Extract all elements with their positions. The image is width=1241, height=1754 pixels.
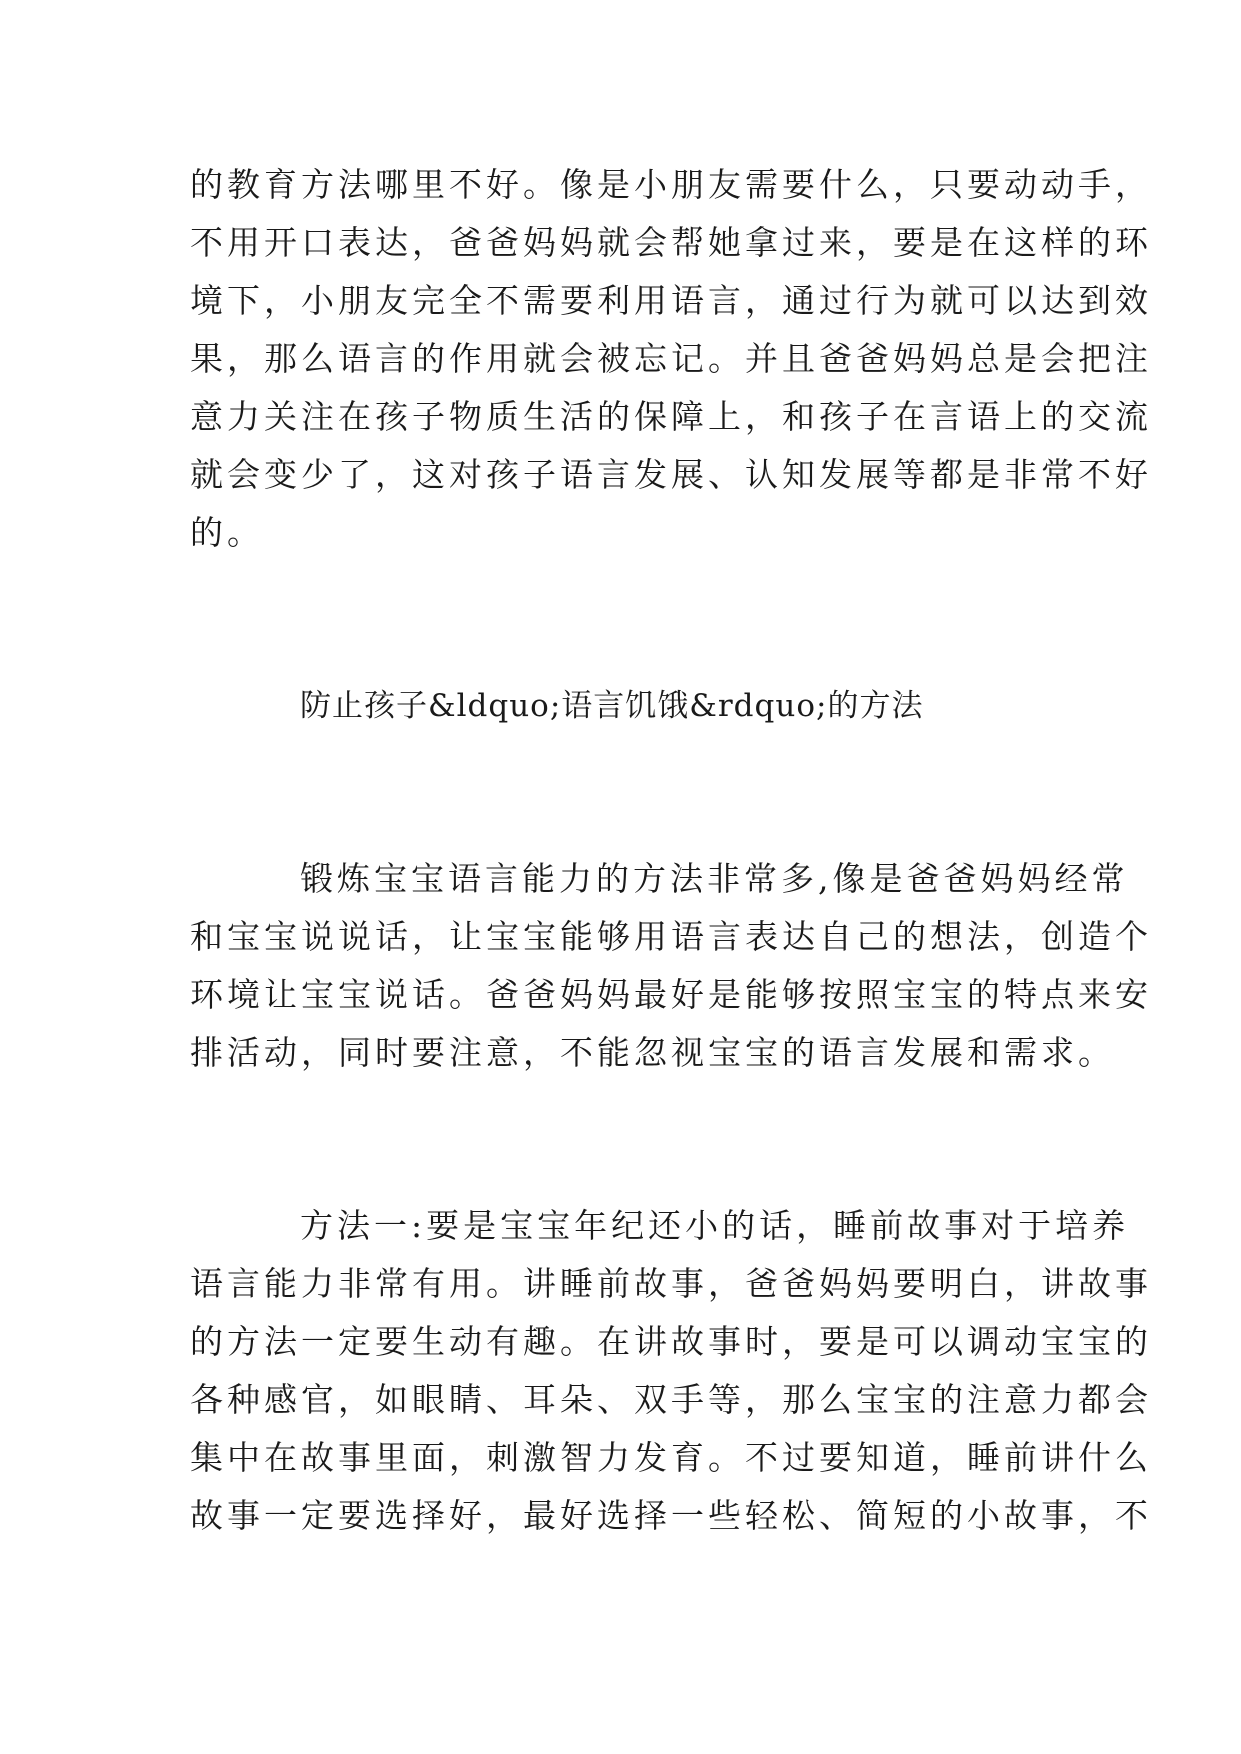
paragraph-3-line-6: 故事一定要选择好，最好选择一些轻松、简短的小故事，不	[190, 1496, 1152, 1535]
paragraph-3-line-4: 各种感官，如眼睛、耳朵、双手等，那么宝宝的注意力都会	[190, 1380, 1152, 1419]
paragraph-2-line-2: 和宝宝说说话，让宝宝能够用语言表达自己的想法，创造个	[190, 917, 1152, 956]
paragraph-1-line-7: 的。	[190, 513, 264, 552]
paragraph-1-line-1: 的教育方法哪里不好。像是小朋友需要什么，只要动动手，	[190, 165, 1152, 204]
paragraph-2-line-1: 锻炼宝宝语言能力的方法非常多,像是爸爸妈妈经常	[300, 859, 1129, 898]
paragraph-1-line-2: 不用开口表达，爸爸妈妈就会帮她拿过来，要是在这样的环	[190, 223, 1152, 262]
paragraph-1-line-4: 果，那么语言的作用就会被忘记。并且爸爸妈妈总是会把注	[190, 339, 1152, 378]
paragraph-2-line-4: 排活动，同时要注意，不能忽视宝宝的语言发展和需求。	[190, 1033, 1115, 1072]
section-heading: 防止孩子&ldquo;语言饥饿&rdquo;的方法	[300, 688, 924, 724]
paragraph-3-line-1: 方法一:要是宝宝年纪还小的话，睡前故事对于培养	[300, 1206, 1130, 1245]
paragraph-1-line-6: 就会变少了，这对孩子语言发展、认知发展等都是非常不好	[190, 455, 1152, 494]
paragraph-1-line-5: 意力关注在孩子物质生活的保障上，和孩子在言语上的交流	[190, 397, 1152, 436]
paragraph-3-line-2: 语言能力非常有用。讲睡前故事，爸爸妈妈要明白，讲故事	[190, 1264, 1152, 1303]
paragraph-2-line-3: 环境让宝宝说话。爸爸妈妈最好是能够按照宝宝的特点来安	[190, 975, 1152, 1014]
paragraph-1-line-3: 境下，小朋友完全不需要利用语言，通过行为就可以达到效	[190, 281, 1152, 320]
paragraph-3-line-3: 的方法一定要生动有趣。在讲故事时，要是可以调动宝宝的	[190, 1322, 1152, 1361]
paragraph-3-line-5: 集中在故事里面，刺激智力发育。不过要知道，睡前讲什么	[190, 1438, 1152, 1477]
